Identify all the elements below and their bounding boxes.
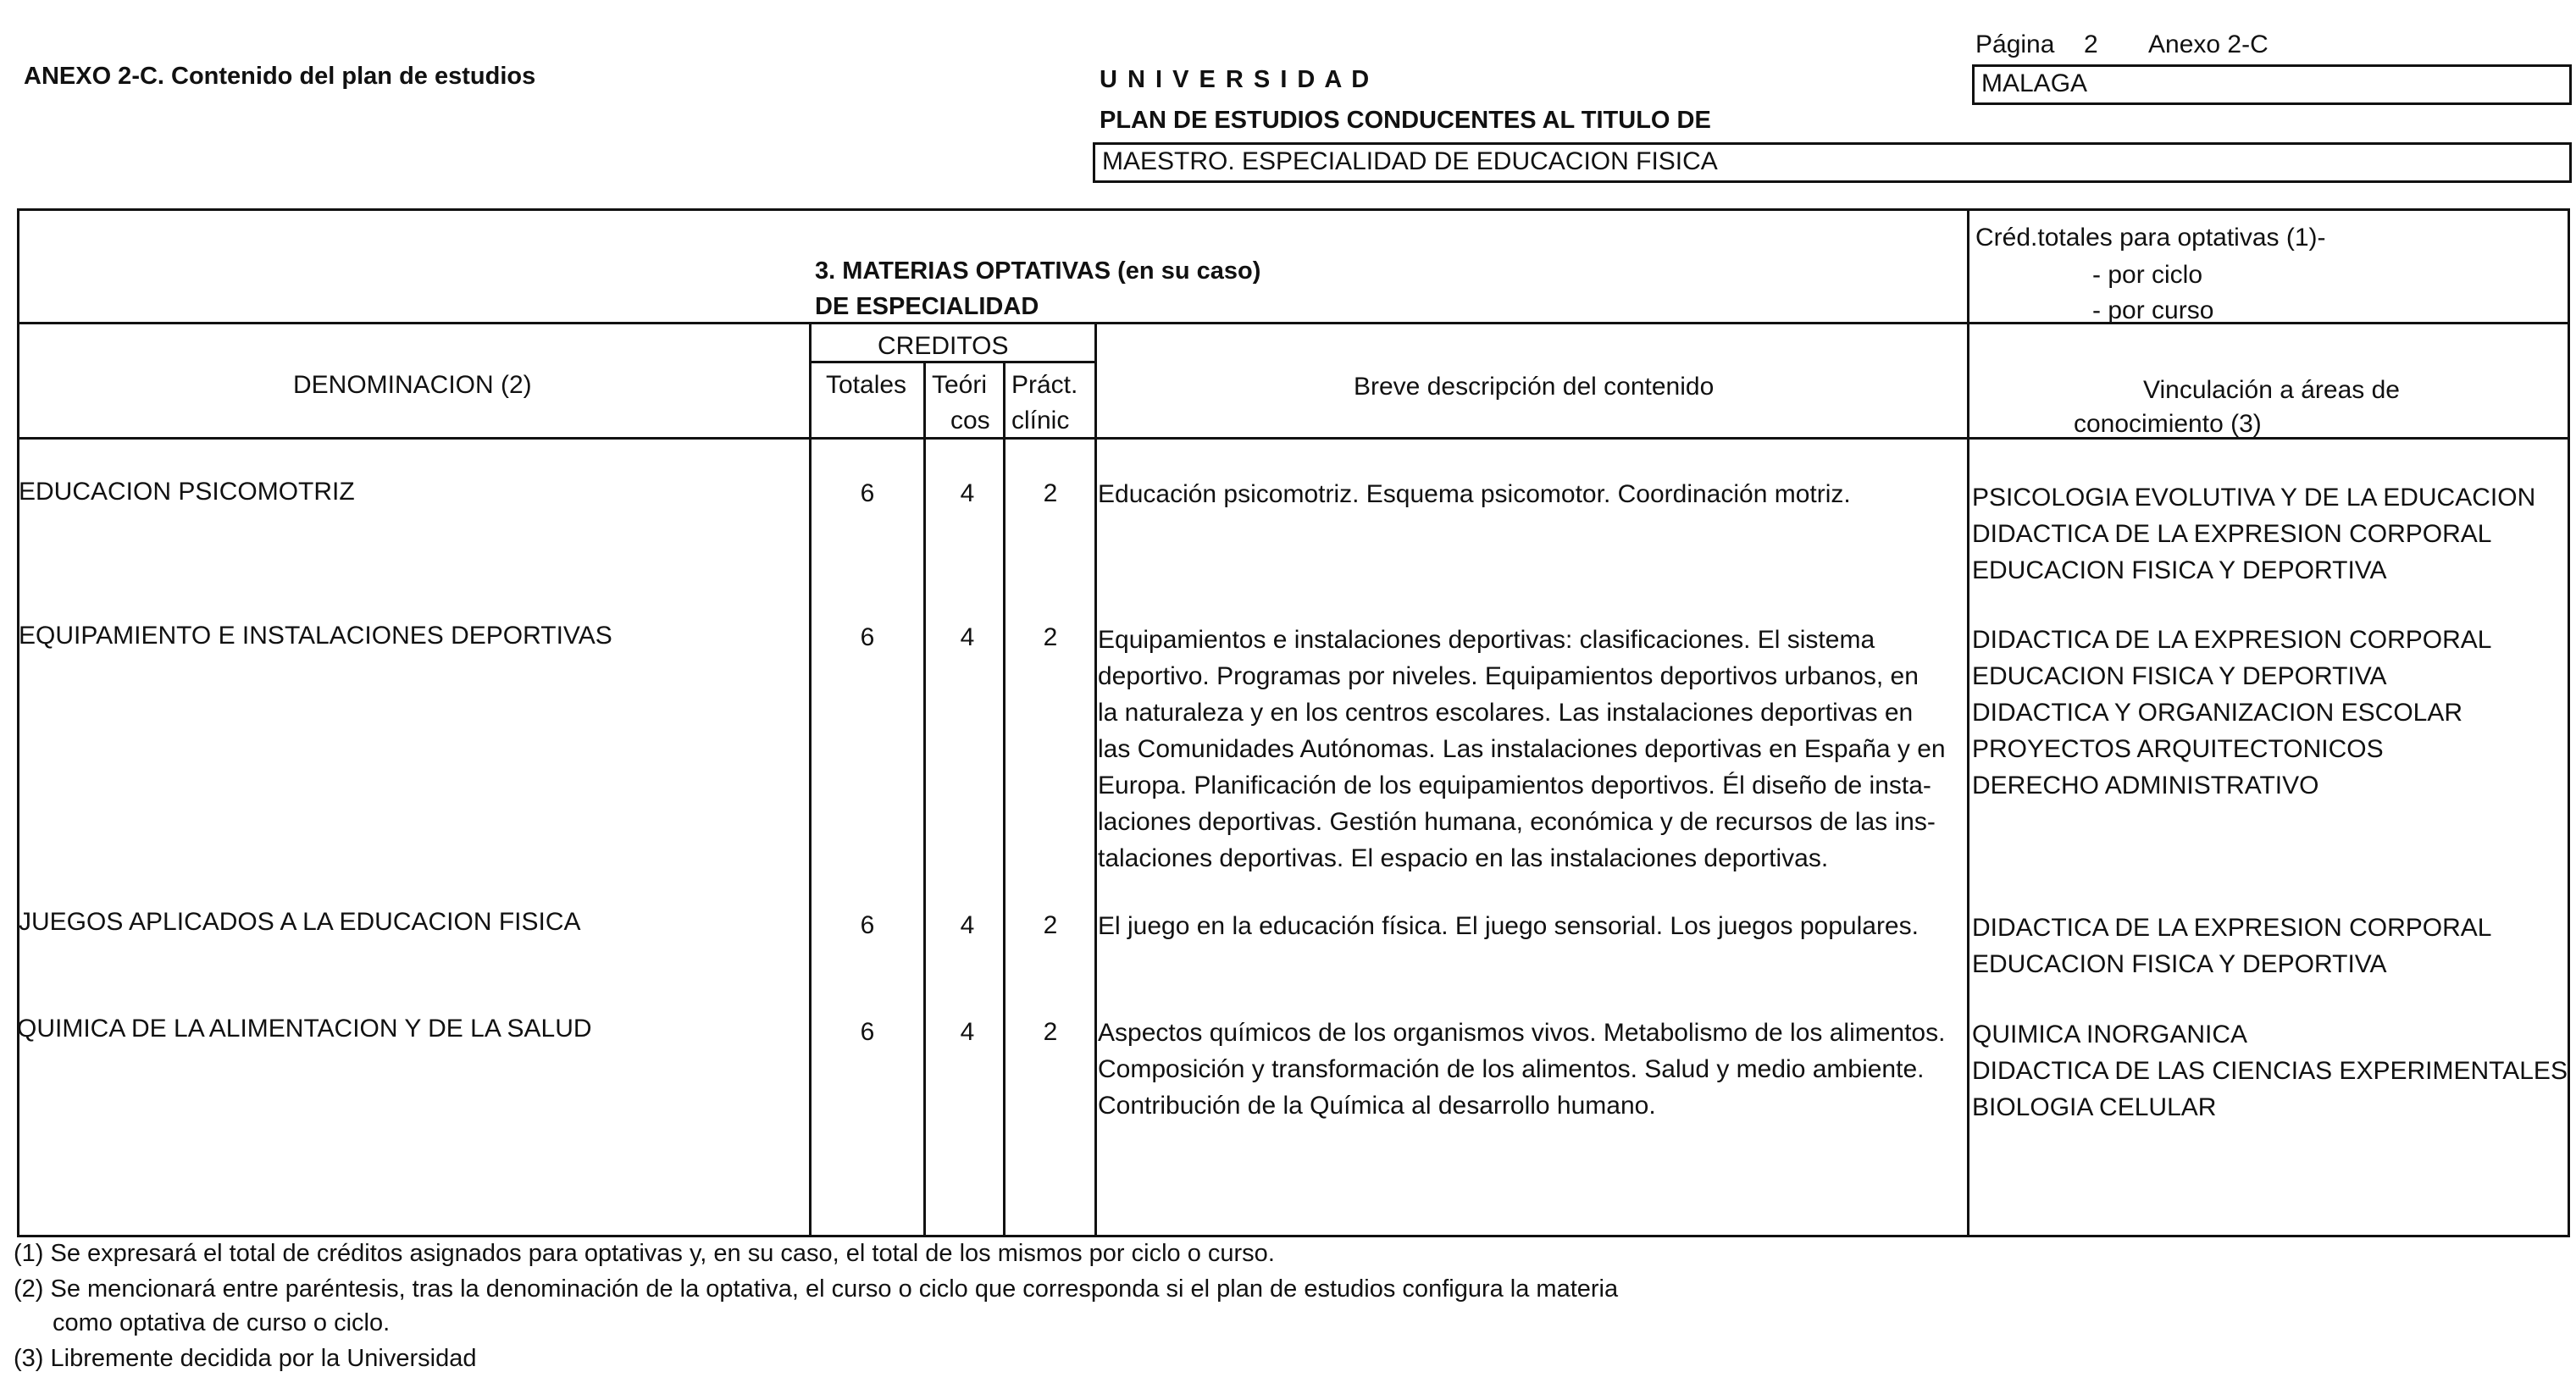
footnote-2-continued: como optativa de curso o ciclo.	[53, 1309, 391, 1336]
area-line: BIOLOGIA CELULAR	[1972, 1093, 2217, 1121]
col-divider-vinculacion	[1967, 208, 1969, 1237]
description-line: Contribución de la Química al desarrollo humano.	[1098, 1092, 1656, 1120]
col-divider-denominacion	[809, 322, 812, 1237]
row-teoricos: 4	[960, 911, 975, 939]
area-line: EDUCACION FISICA Y DEPORTIVA	[1972, 556, 2387, 584]
area-line: PROYECTOS ARQUITECTONICOS	[1972, 735, 2384, 763]
area-line: QUIMICA INORGANICA	[1972, 1021, 2248, 1048]
row-areas	[1972, 479, 2535, 589]
description-line: la naturaleza y en los centros escolares. Las instalaciones deportivas en	[1098, 699, 1914, 727]
description-line: laciones deportivas. Gestión humana, económica y de recursos de las ins-	[1098, 808, 1936, 836]
plan-value-box	[1093, 142, 2572, 183]
row-description	[1098, 476, 1851, 512]
row-areas	[1972, 1016, 2568, 1126]
area-line: DERECHO ADMINISTRATIVO	[1972, 772, 2319, 799]
col-header-teoricos-1: Teóri	[932, 371, 988, 399]
col-divider-descripcion	[1094, 322, 1097, 1237]
row-practicos: 2	[1043, 911, 1058, 939]
university-value-box	[1972, 64, 2572, 105]
area-line: DIDACTICA DE LA EXPRESION CORPORAL	[1972, 626, 2492, 654]
area-line: PSICOLOGIA EVOLUTIVA Y DE LA EDUCACION	[1972, 484, 2536, 512]
row-practicos: 2	[1043, 479, 1058, 507]
row-totales: 6	[860, 479, 875, 507]
annex-title: ANEXO 2-C. Contenido del plan de estudios	[24, 63, 536, 90]
description-line: Educación psicomotriz. Esquema psicomotor. Coordinación motriz.	[1098, 480, 1851, 508]
area-line: DIDACTICA DE LA EXPRESION CORPORAL	[1972, 520, 2492, 548]
description-line: Europa. Planificación de los equipamientos deportivos. Él diseño de insta-	[1098, 772, 1931, 799]
footnote-2: (2) Se mencionará entre paréntesis, tras la denominación de la optativa, el curso o ciclo que corresponda si el plan de estudios configura la materia	[14, 1275, 1619, 1303]
page-label: Página	[1975, 30, 2055, 58]
plan-label: PLAN DE ESTUDIOS CONDUCENTES AL TITULO DE	[1100, 107, 1711, 134]
section-title-1: 3. MATERIAS OPTATIVAS (en su caso)	[815, 257, 1261, 285]
university-value: MALAGA	[1981, 69, 2088, 97]
col-divider-teoricos	[1003, 362, 1005, 1237]
col-header-teoricos-2: cos	[950, 407, 990, 434]
col-header-totales: Totales	[826, 371, 907, 399]
row-practicos: 2	[1043, 1018, 1058, 1046]
description-line: talaciones deportivas. El espacio en las instalaciones deportivas.	[1098, 844, 1829, 872]
footnote-1: (1) Se expresará el total de créditos asignados para optativas y, en su caso, el total de los mismos por ciclo o curso.	[14, 1240, 1275, 1267]
row-description	[1098, 908, 1919, 944]
row-areas	[1972, 910, 2492, 982]
row-teoricos: 4	[960, 479, 975, 507]
row-totales: 6	[860, 911, 875, 939]
creditos-divider	[809, 361, 1097, 363]
row-totales: 6	[860, 1018, 875, 1046]
credits-por-curso: - por curso	[2092, 296, 2214, 324]
row-name: JUEGOS APLICADOS A LA EDUCACION FISICA	[19, 908, 581, 936]
row-areas	[1972, 622, 2492, 804]
row-name: EQUIPAMIENTO E INSTALACIONES DEPORTIVAS	[19, 622, 612, 650]
row-teoricos: 4	[960, 623, 975, 651]
annex-code: Anexo 2-C	[2148, 30, 2269, 58]
col-header-vinculacion-2: conocimiento (3)	[2074, 410, 2262, 438]
col-header-vinculacion-1: Vinculación a áreas de	[2143, 376, 2400, 404]
area-line: DIDACTICA Y ORGANIZACION ESCOLAR	[1972, 699, 2463, 727]
footnote-3: (3) Libremente decidida por la Universidad	[14, 1345, 477, 1372]
description-line: Aspectos químicos de los organismos vivos. Metabolismo de los alimentos.	[1098, 1019, 1946, 1047]
page-number: 2	[2084, 30, 2098, 58]
plan-value: MAESTRO. ESPECIALIDAD DE EDUCACION FISICA	[1102, 147, 1718, 175]
area-line: DIDACTICA DE LAS CIENCIAS EXPERIMENTALES	[1972, 1057, 2568, 1085]
credits-por-ciclo: - por ciclo	[2092, 261, 2203, 289]
university-label: U N I V E R S I D A D	[1100, 66, 1371, 93]
row-totales: 6	[860, 623, 875, 651]
credits-total-label: Créd.totales para optativas (1)-	[1975, 224, 2326, 252]
row-description	[1098, 1015, 1945, 1124]
row-practicos: 2	[1043, 623, 1058, 651]
col-header-creditos: CREDITOS	[878, 332, 1009, 360]
row-name: EDUCACION PSICOMOTRIZ	[19, 478, 355, 506]
area-line: DIDACTICA DE LA EXPRESION CORPORAL	[1972, 914, 2492, 942]
col-header-denominacion: DENOMINACION (2)	[293, 371, 532, 399]
description-line: Composición y transformación de los alimentos. Salud y medio ambiente.	[1098, 1055, 1925, 1083]
description-line: El juego en la educación física. El juego sensorial. Los juegos populares.	[1098, 912, 1919, 940]
col-header-practicos-2: clínic	[1011, 407, 1070, 434]
description-line: deportivo. Programas por niveles. Equipamientos deportivos urbanos, en	[1098, 662, 1919, 690]
description-line: Equipamientos e instalaciones deportivas: clasificaciones. El sistema	[1098, 626, 1875, 654]
area-line: EDUCACION FISICA Y DEPORTIVA	[1972, 950, 2387, 978]
col-header-practicos-1: Práct.	[1011, 371, 1078, 399]
area-line: EDUCACION FISICA Y DEPORTIVA	[1972, 662, 2387, 690]
section-title-2: DE ESPECIALIDAD	[815, 293, 1039, 320]
row-teoricos: 4	[960, 1018, 975, 1046]
col-header-descripcion: Breve descripción del contenido	[1354, 373, 1715, 401]
row-name: QUIMICA DE LA ALIMENTACION Y DE LA SALUD	[17, 1015, 592, 1043]
description-line: las Comunidades Autónomas. Las instalaciones deportivas en España y en	[1098, 735, 1946, 763]
row-description	[1098, 622, 1946, 877]
col-divider-totales	[923, 362, 926, 1237]
